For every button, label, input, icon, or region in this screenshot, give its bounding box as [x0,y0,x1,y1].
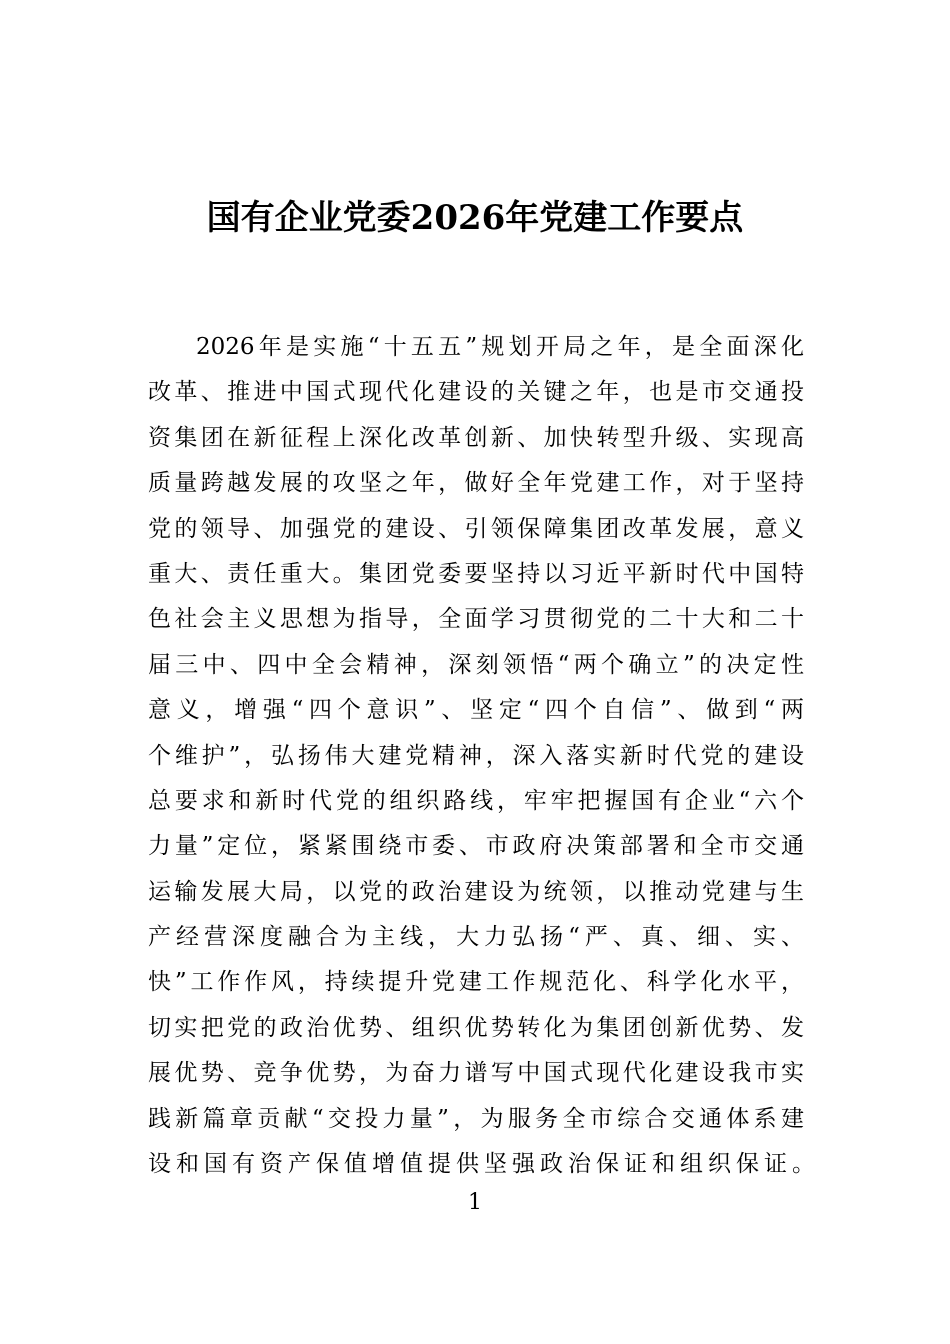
paragraph-line: 改革、推进中国式现代化建设的关键之年，也是市交通投 [148,379,804,406]
paragraph-line: 展优势、竞争优势，为奋力谱写中国式现代化建设我市实 [148,1060,804,1087]
paragraph-line: 个维护”，弘扬伟大建党精神，深入落实新时代党的建设 [148,742,804,769]
document-title: 国有企业党委2026年党建工作要点 [206,198,744,238]
paragraph-line: 资集团在新征程上深化改革创新、加快转型升级、实现高 [148,424,804,451]
paragraph-line: 届三中、四中全会精神，深刻领悟“两个确立”的决定性 [148,651,804,678]
paragraph-line: 总要求和新时代党的组织路线，牢牢把握国有企业“六个 [148,787,804,814]
page-number: 1 [468,1190,482,1215]
paragraph-line: 2026年是实施“十五五”规划开局之年，是全面深化 [196,334,804,360]
paragraph-line: 设和国有资产保值增值提供坚强政治保证和组织保证。 [148,1151,820,1178]
paragraph-line: 力量”定位，紧紧围绕市委、市政府决策部署和全市交通 [148,833,804,860]
paragraph-line: 重大、责任重大。集团党委要坚持以习近平新时代中国特 [148,560,804,587]
paragraph-line: 快”工作作风，持续提升党建工作规范化、科学化水平， [148,969,804,996]
paragraph-line: 质量跨越发展的攻坚之年，做好全年党建工作，对于坚持 [148,470,804,497]
body-paragraph [148,325,820,1187]
paragraph-line: 色社会主义思想为指导，全面学习贯彻党的二十大和二十 [148,606,804,633]
paragraph-line: 践新篇章贡献“交投力量”，为服务全市综合交通体系建 [148,1105,804,1132]
paragraph-line: 产经营深度融合为主线，大力弘扬“严、真、细、实、 [148,924,804,951]
paragraph-line: 意义，增强“四个意识”、坚定“四个自信”、做到“两 [148,697,804,724]
paragraph-line: 切实把党的政治优势、组织优势转化为集团创新优势、发 [148,1014,804,1041]
paragraph-line: 运输发展大局，以党的政治建设为统领，以推动党建与生 [148,878,804,905]
paragraph-line: 党的领导、加强党的建设、引领保障集团改革发展，意义 [148,515,804,542]
